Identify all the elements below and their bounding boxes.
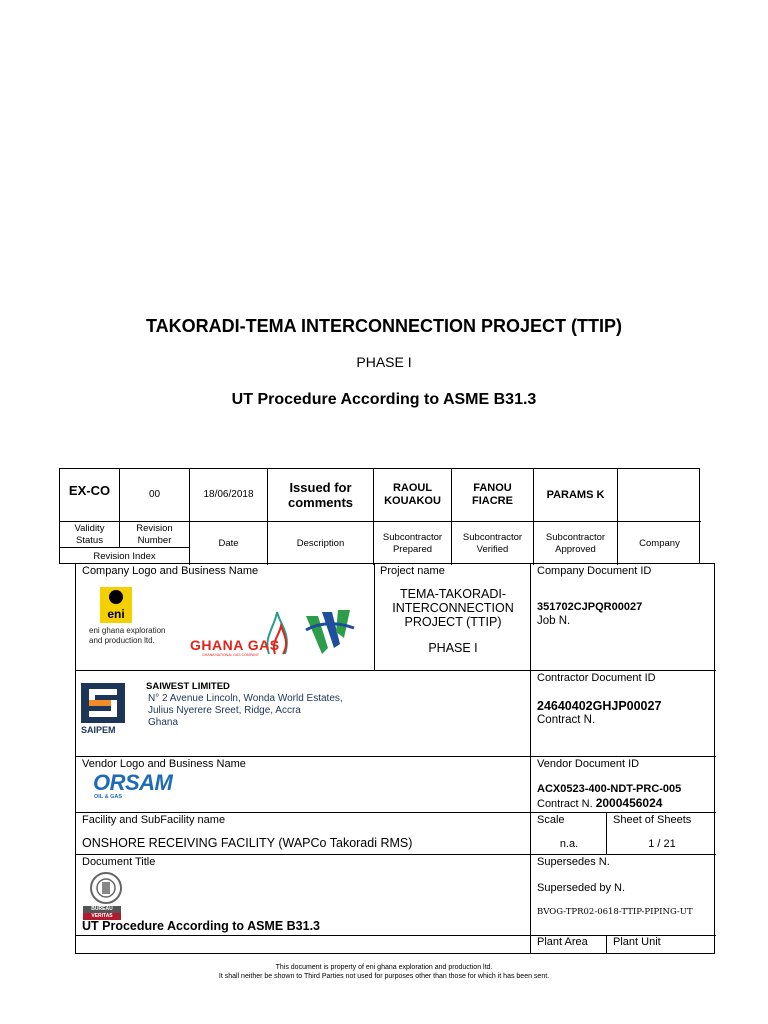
bureau-veritas-logo xyxy=(83,906,121,920)
project-phase-value: PHASE I xyxy=(428,641,478,655)
scale-value: n.a. xyxy=(559,838,579,850)
project-title: TAKORADI-TEMA INTERCONNECTION PROJECT (TTIP) xyxy=(146,316,622,336)
prepared-value: RAOUL KOUAKOU xyxy=(374,469,452,522)
project-name-value: TEMA-TAKORADI-INTERCONNECTION PROJECT (TTIP) xyxy=(392,587,514,629)
contractor-cell xyxy=(76,670,530,756)
plant-area-cell xyxy=(530,935,606,954)
sheet-label: Sheet of Sheets xyxy=(613,814,692,826)
validity-status-value: EX-CO xyxy=(60,469,120,522)
supersedes-cell xyxy=(530,854,716,935)
facility-label: Facility and SubFacility name xyxy=(82,814,226,826)
company-label: Company xyxy=(639,537,680,549)
job-number-label: Job N. xyxy=(537,615,571,627)
contractor-document-label: Contractor Document ID xyxy=(537,672,656,684)
document-title: UT Procedure According to ASME B31.3 xyxy=(231,391,537,408)
date-value: 18/06/2018 xyxy=(190,469,268,522)
project-name-cell xyxy=(374,564,530,670)
ghana-gas-logo: GHANA GAS xyxy=(190,637,280,653)
phase-label: PHASE I xyxy=(356,354,412,370)
bv-reference: BVOG-TPR02-0618-TTIP-PIPING-UT xyxy=(537,907,693,917)
facility-cell xyxy=(76,812,530,854)
contractor-address-line1: N° 2 Avenue Lincoln, Wonda World Estates, xyxy=(148,693,343,704)
company-logo-label: Company Logo and Business Name xyxy=(82,565,259,577)
supersedes-label: Supersedes N. xyxy=(537,856,610,868)
plant-area-label: Plant Area xyxy=(537,936,588,948)
vendor-document-cell xyxy=(530,756,716,812)
revision-number-label: Revision Number xyxy=(120,522,190,548)
document-info-table xyxy=(75,563,715,954)
saipem-logo-mark xyxy=(81,683,125,723)
scale-cell xyxy=(530,812,606,854)
plant-unit-label: Plant Unit xyxy=(613,936,661,948)
revision-index-label: Revision Index xyxy=(60,548,190,565)
superseded-by-label: Superseded by N. xyxy=(537,882,626,894)
vendor-document-id: ACX0523-400-NDT-PRC-005 xyxy=(537,783,682,795)
plant-unit-cell xyxy=(606,935,716,954)
ghana-gas-subtitle: GHANA NATIONAL GAS COMPANY xyxy=(202,653,260,657)
document-title-cell xyxy=(76,854,530,935)
eni-company-name: eni ghana exploration and production ltd. xyxy=(89,626,166,645)
vendor-logo-label: Vendor Logo and Business Name xyxy=(82,758,246,770)
sheet-cell xyxy=(606,812,716,854)
bureau-veritas-top: BUREAU xyxy=(83,906,121,913)
date-label: Date xyxy=(190,522,268,565)
contractor-name: SAIWEST LIMITED xyxy=(146,681,230,692)
sheet-value: 1 / 21 xyxy=(648,838,676,850)
document-title-label: Document Title xyxy=(82,856,156,868)
company-value xyxy=(618,469,701,522)
bureau-veritas-seal-icon xyxy=(88,871,124,905)
approved-label: Subcontractor Approved xyxy=(534,522,618,565)
scale-label: Scale xyxy=(537,814,565,826)
contractor-contract-label: Contract N. xyxy=(537,714,596,726)
eni-logo-text: eni xyxy=(107,607,125,621)
contractor-document-id: 24640402GHJP00027 xyxy=(537,699,662,713)
bureau-veritas-bottom: VERITAS xyxy=(83,913,121,920)
plant-blank-cell xyxy=(76,935,530,954)
contractor-document-cell xyxy=(530,670,716,756)
eni-dog-icon xyxy=(109,590,123,604)
facility-name: ONSHORE RECEIVING FACILITY (WAPCo Takoradi RMS) xyxy=(82,836,413,850)
company-document-cell xyxy=(530,564,716,670)
revision-table xyxy=(59,468,700,564)
document-title-value: UT Procedure According to ASME B31.3 xyxy=(82,919,321,933)
verified-value: FANOU FIACRE xyxy=(452,469,534,522)
footer-line-2: It shall neither be shown to Third Parties not used for purposes other than those for which it has been sent. xyxy=(218,973,550,980)
description-label: Description xyxy=(268,522,374,565)
orsam-logo-subtitle: OIL & GAS xyxy=(94,794,123,800)
contractor-address-line2: Julius Nyerere Sreet, Ridge, Accra xyxy=(148,705,301,716)
vendor-document-label: Vendor Document ID xyxy=(537,758,640,770)
approved-value: PARAMS K xyxy=(534,469,618,522)
vendor-logo-cell xyxy=(76,756,530,812)
revision-number-value: 00 xyxy=(120,469,190,522)
verified-label: Subcontractor Verified xyxy=(452,522,534,565)
wapco-logo xyxy=(304,608,356,656)
orsam-logo: ORSAM xyxy=(93,770,173,795)
saipem-logo-text: SAIPEM xyxy=(81,725,116,735)
company-document-label: Company Document ID xyxy=(537,565,652,577)
footer-line-1: This document is property of eni ghana exploration and production ltd. xyxy=(275,964,493,971)
description-value: Issued for comments xyxy=(268,469,374,522)
vendor-contract-label: Contract N. xyxy=(537,798,593,810)
vendor-contract-number: 2000456024 xyxy=(595,796,663,810)
company-document-id: 351702CJPQR00027 xyxy=(537,601,643,613)
project-name-label: Project name xyxy=(380,565,445,577)
prepared-label: Subcontractor Prepared xyxy=(374,522,452,565)
contractor-address-line3: Ghana xyxy=(148,717,179,728)
vendor-contract-line xyxy=(537,796,662,810)
eni-logo xyxy=(100,587,132,623)
company-logo-cell xyxy=(76,564,374,670)
validity-status-label: Validity Status xyxy=(60,522,120,548)
